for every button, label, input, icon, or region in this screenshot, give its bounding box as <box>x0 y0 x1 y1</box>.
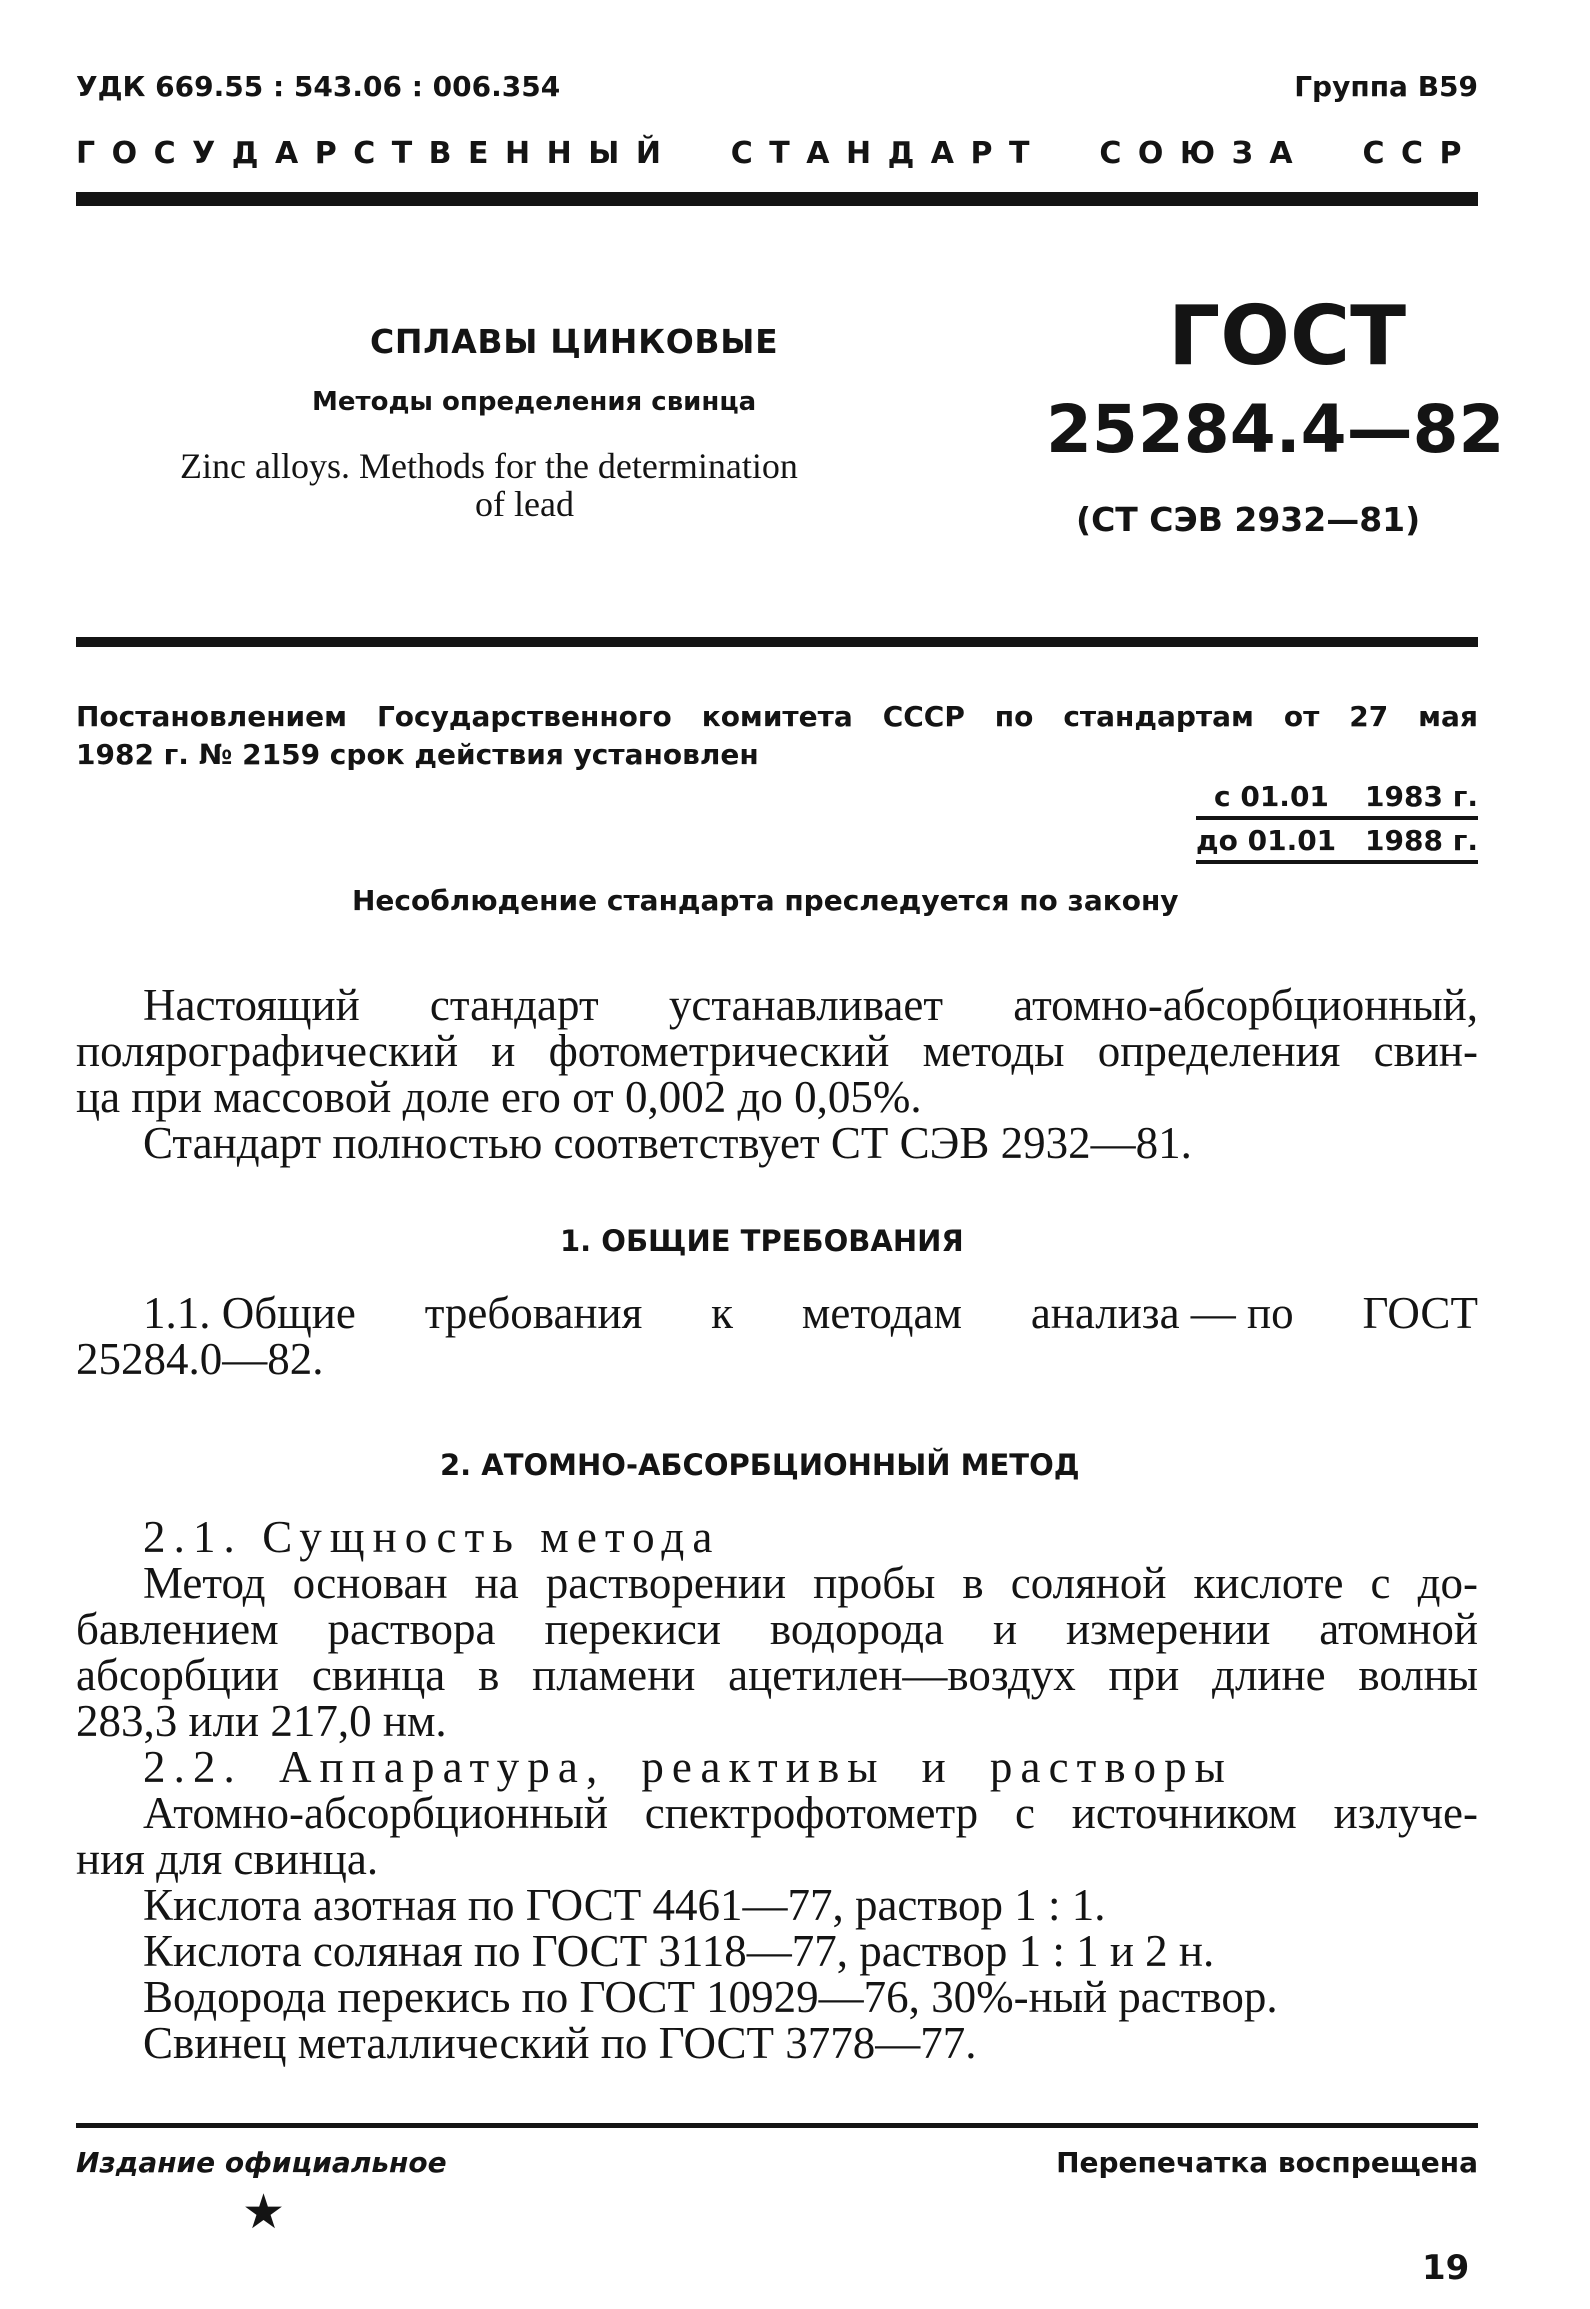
intro-line2: полярографический и фотометрический методы определения свин- <box>76 1026 1478 1076</box>
decree-word: СССР <box>882 700 965 733</box>
subtitle-ru: Методы определения свинца <box>312 387 757 417</box>
decree-word: мая <box>1418 700 1478 733</box>
notice-line: Несоблюдение стандарта преследуется по закону <box>352 884 1179 917</box>
section1-heading: 1. ОБЩИЕ ТРЕБОВАНИЯ <box>560 1224 964 1258</box>
title-ru: СПЛАВЫ ЦИНКОВЫЕ <box>370 322 779 361</box>
section2-1-word: перекиси <box>544 1604 721 1654</box>
validity-rule-2 <box>1196 860 1478 864</box>
section2-1-word: бавлением <box>76 1604 279 1654</box>
gost-label: ГОСТ <box>1168 289 1407 384</box>
decree-line2: 1982 г. № 2159 срок действия установлен <box>76 738 759 771</box>
intro-word: стандарт <box>429 980 599 1030</box>
page-number: 19 <box>1422 2248 1470 2288</box>
section1-word: методам <box>801 1288 962 1338</box>
reprint-notice: Перепечатка воспрещена <box>1056 2146 1478 2179</box>
decree-word: Постановлением <box>76 700 348 733</box>
section2-1-word: раствора <box>327 1604 496 1654</box>
validity-from-date: с 01.01 <box>1214 780 1329 813</box>
validity-to <box>1196 824 1478 857</box>
validity-to-year: 1988 г. <box>1365 824 1478 857</box>
banner-word: СТАНДАРТ <box>730 136 1046 171</box>
reagent-item: Кислота соляная по ГОСТ 3118—77, раствор 1 : 1 и 2 н. <box>143 1926 1215 1976</box>
section1-word: требования <box>424 1288 643 1338</box>
section1-word: 1.1. Общие <box>143 1288 356 1338</box>
validity-from <box>1214 780 1478 813</box>
decree-word: от <box>1283 700 1320 733</box>
section1-item-1-1-line2: 25284.0—82. <box>76 1334 324 1384</box>
banner-word: СОЮЗА <box>1099 136 1310 171</box>
section2-2-line1: Атомно-абсорбционный спектрофотометр с источником излуче- <box>143 1788 1478 1838</box>
section1-word: к <box>711 1288 734 1338</box>
group-code: Группа В59 <box>1294 70 1478 103</box>
header-rule <box>76 192 1478 206</box>
st-sev-number: (СТ СЭВ 2932—81) <box>1076 500 1421 539</box>
intro-word: Настоящий <box>143 980 360 1030</box>
validity-to-date: до 01.01 <box>1196 824 1337 857</box>
title-en-line1: Zinc alloys. Methods for the determination <box>180 446 798 486</box>
decree-word: 27 <box>1349 700 1389 733</box>
decree-word: комитета <box>701 700 853 733</box>
intro-line3: ца при массовой доле его от 0,002 до 0,05%. <box>76 1072 922 1122</box>
validity-rule-1 <box>1196 816 1478 820</box>
intro-line1 <box>143 982 1478 1028</box>
section1-word: ГОСТ <box>1362 1288 1478 1338</box>
intro-conformity: Стандарт полностью соответствует СТ СЭВ 2932—81. <box>143 1118 1192 1168</box>
intro-word: устанавливает <box>668 980 944 1030</box>
star-icon: ★ <box>242 2184 286 2240</box>
reagent-list <box>143 1882 1278 2066</box>
section2-2-heading: 2.2. Аппаратура, реактивы и растворы <box>143 1742 1233 1792</box>
state-standard-banner <box>76 136 1478 171</box>
section2-heading: 2. АТОМНО-АБСОРБЦИОННЫЙ МЕТОД <box>440 1448 1080 1482</box>
banner-word: ГОСУДАРСТВЕННЫЙ <box>76 136 678 171</box>
section2-1-heading: 2.1. Сущность метода <box>143 1512 721 1562</box>
reagent-item: Свинец металлический по ГОСТ 3778—77. <box>143 2018 977 2068</box>
footer-rule <box>76 2123 1478 2128</box>
section1-item-1-1-line1 <box>143 1290 1478 1336</box>
section2-1-word: и <box>992 1604 1018 1654</box>
banner-word: ССР <box>1362 136 1478 171</box>
section2-2-line2: ния для свинца. <box>76 1834 379 1884</box>
title-rule <box>76 637 1478 647</box>
reagent-item: Кислота азотная по ГОСТ 4461—77, раствор 1 : 1. <box>143 1880 1106 1930</box>
section2-1-line2 <box>76 1606 1478 1652</box>
intro-word: атомно-абсорбционный, <box>1013 980 1478 1030</box>
gost-number: 25284.4—82 <box>1046 391 1505 468</box>
decree-word: Государственного <box>376 700 672 733</box>
validity-from-year: 1983 г. <box>1365 780 1478 813</box>
section2-1-word: атомной <box>1319 1604 1478 1654</box>
title-en-line2: of lead <box>475 484 574 524</box>
section2-1-word: измерении <box>1065 1604 1271 1654</box>
decree-line1 <box>76 700 1478 733</box>
decree-word: по <box>994 700 1034 733</box>
section2-1-word: водорода <box>769 1604 945 1654</box>
section2-1-line4: 283,3 или 217,0 нм. <box>76 1696 447 1746</box>
edition-label: Издание официальное <box>76 2146 447 2179</box>
udk-code: УДК 669.55 : 543.06 : 006.354 <box>76 70 561 103</box>
decree-word: стандартам <box>1063 700 1254 733</box>
section2-1-line1: Метод основан на растворении пробы в соляной кислоте с до- <box>143 1558 1478 1608</box>
section1-word: анализа — по <box>1030 1288 1294 1338</box>
section2-1-line3: абсорбции свинца в пламени ацетилен—воздух при длине волны <box>76 1650 1478 1700</box>
reagent-item: Водорода перекись по ГОСТ 10929—76, 30%-ный раствор. <box>143 1972 1278 2022</box>
